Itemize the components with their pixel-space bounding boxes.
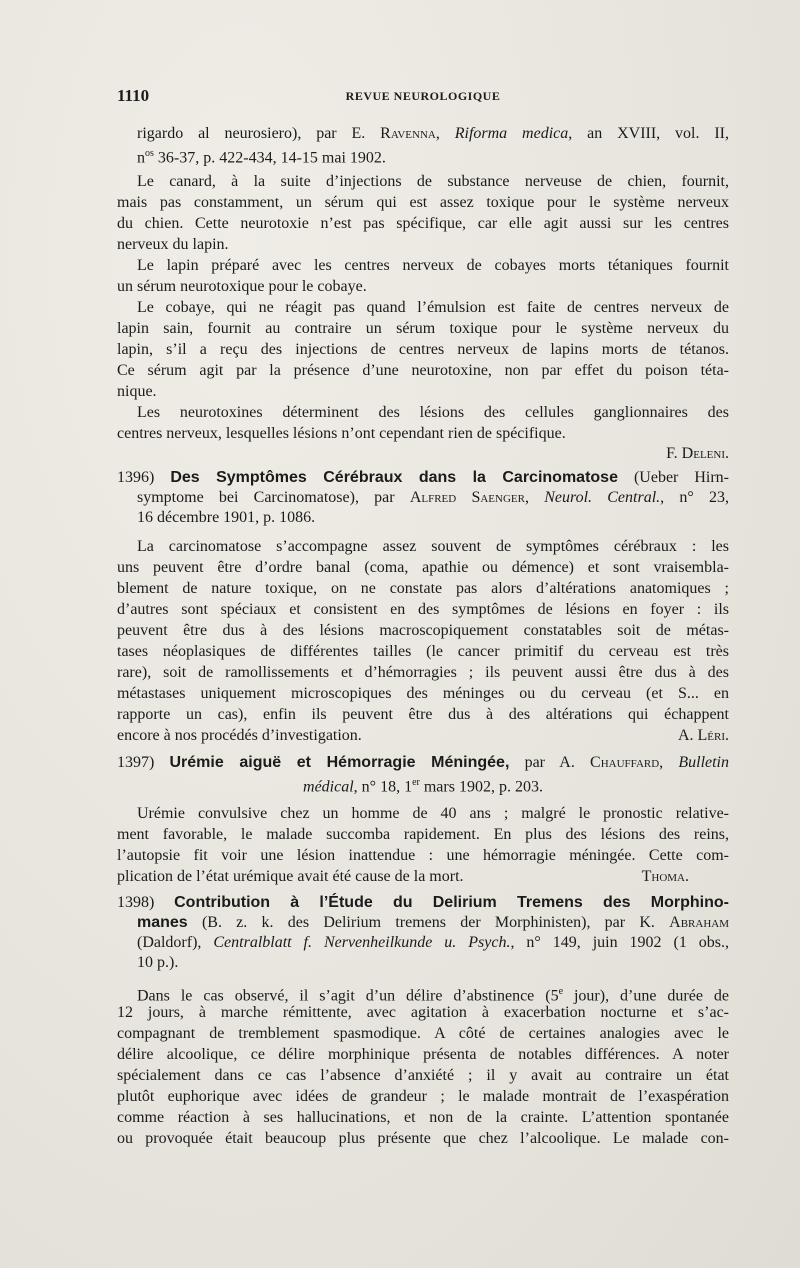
paragraph-line: rapporte un cas), enfin ils peuvent être dus à des altérations qui échappent: [117, 706, 729, 723]
author-name: Alfred Saenger: [409, 489, 525, 506]
abstract-number: 1397): [117, 754, 155, 771]
abstract-1398-citation: manes (B. z. k. des Delirium tremens der Morphinisten), par K. Abraham: [137, 914, 729, 931]
paragraph-line: lapin, s’il a reçu des injections de centres nerveux de lapins morts de tétanos.: [117, 341, 729, 358]
journal-name: Bulletin: [678, 754, 729, 771]
paragraph-line: comme réaction à ses hallucinations, et non de la crainte. L’attention spontanée: [117, 1109, 729, 1126]
paragraph-line: blement de nature toxique, on ne constate pas alors d’altérations anatomiques ;: [117, 580, 729, 597]
paragraph-line: métastases uniquement microscopiques des méninges ou du cerveau (et S... en: [117, 685, 729, 702]
paragraph-line: Le lapin préparé avec les centres nerveux de cobayes morts tétaniques fournit: [137, 257, 729, 274]
paragraph-line: plication de l’état urémique avait été cause de la mort. Thoma.: [117, 868, 689, 885]
paragraph-line: rare), soit de ramollissements et d’hémorragies ; ils peuvent aussi être dus à des: [117, 664, 729, 681]
abstract-1398-citation-line3: (Daldorf), Centralblatt f. Nervenheilkunde u. Psych., n° 149, juin 1902 (1 obs.,: [137, 934, 729, 951]
paragraph-line: encore à nos procédés d’investigation. A. Léri.: [117, 727, 729, 744]
abstract-1398-citation-line4: 10 p.).: [137, 954, 179, 971]
paragraph-line: délire alcoolique, ce délire morphinique présenta de notables différences. A noter: [117, 1046, 729, 1063]
paragraph-line: d’autres sont spéciaux et consistent en des symptômes de lésions en foyer : ils: [117, 601, 729, 618]
paragraph-line: Le cobaye, qui ne réagit pas quand l’émulsion est faite de centres nerveux de: [137, 299, 729, 316]
signature: Thoma.: [641, 868, 689, 885]
page-number: 1110: [117, 86, 150, 105]
paragraph-line: l’autopsie fit voir une lésion inattendue : une hémorragie méningée. Cette com-: [117, 847, 729, 864]
paragraph-line: nique.: [117, 383, 157, 400]
paragraph-line: Les neurotoxines déterminent des lésions des cellules ganglionnaires des: [137, 404, 729, 421]
paragraph-line: Dans le cas observé, il s’agit d’un délire d’abstinence (5e jour), d’une durée de: [137, 986, 729, 1005]
paragraph-line: lapin sain, fournit au contraire un sérum toxique pour le système nerveux du: [117, 320, 729, 337]
abstract-title: Urémie aiguë et Hémorragie Méningée,: [169, 754, 510, 771]
author-name: Abraham: [669, 914, 729, 931]
journal-name: Centralblatt f. Nervenheilkunde u. Psych.: [213, 934, 511, 951]
paragraph-line: Urémie convulsive chez un homme de 40 ans ; malgré le pronostic relative-: [137, 805, 729, 822]
journal-name: Riforma medica: [454, 125, 569, 142]
paragraph-line: mais pas constamment, un sérum qui est assez toxique pour le système nerveux: [117, 194, 729, 211]
abstract-1395-citation-line2: $n^{os}$ 36-37, p. 422-434, 14-15 mai 1902.: [137, 148, 386, 167]
paragraph-line: un sérum neurotoxique pour le cobaye.: [117, 278, 367, 295]
paragraph-line: nerveux du lapin.: [117, 236, 229, 253]
author-name: Chauffard: [590, 754, 660, 771]
journal-name: Neurol. Central.: [544, 489, 661, 506]
paragraph-line: du chien. Cette neurotoxie n’est pas spécifique, car elle agit aussi sur les centres: [117, 215, 729, 232]
paragraph-line: plutôt euphorique avec idées de grandeur ; le malade montrait de l’exaspération: [117, 1088, 729, 1105]
abstract-number: 1398): [117, 894, 155, 911]
paragraph-line: uns peuvent être d’ordre banal (coma, apathie ou démence) et sont vraisembla-: [117, 559, 729, 576]
page-header: [117, 85, 729, 107]
abstract-1396-citation-line3: 16 décembre 1901, p. 1086.: [137, 509, 316, 526]
abstract-1396-heading: 1396) Des Symptômes Cérébraux dans la Carcinomatose (Ueber Hirn-: [117, 469, 730, 486]
paragraph-line: tases néoplasiques de différentes tailles (le cancer primitif du cerveau est très: [117, 643, 729, 660]
paragraph-line: centres nerveux, lesquelles lésions n’ont cependant rien de spécifique.: [117, 425, 566, 442]
abstract-1395-citation-line1: rigardo al neurosiero), par E. Ravenna, Riforma medica, an XVIII, vol. II,: [137, 125, 730, 142]
paragraph-line: Le canard, à la suite d’injections de substance nerveuse de chien, fournit,: [137, 173, 729, 190]
paragraph-line: ment favorable, le malade succomba rapidement. En plus des lésions des reins,: [117, 826, 729, 843]
paragraph-line: spécialement dans ce cas l’absence d’anxiété ; il y avait au contraire un état: [117, 1067, 729, 1084]
abstract-title: Contribution à l’Étude du Delirium Tremens des Morphino-: [174, 894, 729, 911]
paragraph-line: Ce sérum agit par la présence d’une neurotoxine, non par effet du poison téta-: [117, 362, 729, 379]
abstract-1397-heading: 1397) Urémie aiguë et Hémorragie Méningée, par A. Chauffard, Bulletin: [117, 754, 729, 771]
paragraph-line: ou provoquée était beaucoup plus présente que chez l’alcoolique. Le malade con-: [117, 1130, 729, 1147]
signature: A. Léri.: [677, 727, 729, 744]
paragraph-line: La carcinomatose s’accompagne assez souvent de symptômes cérébraux : les: [137, 538, 729, 555]
running-title: REVUE NEUROLOGIQUE: [345, 89, 501, 103]
abstract-1396-citation: symptome bei Carcinomatose), par Alfred Saenger, Neurol. Central., n° 23,: [137, 489, 729, 506]
abstract-1398-heading: [117, 893, 729, 913]
abstract-number: 1396): [117, 469, 155, 486]
signature: F. Deleni.: [666, 445, 729, 462]
paragraph-line: peuvent être dus à des lésions macroscopiquement constatables soit de métas-: [117, 622, 729, 639]
abstract-1397-citation: médical, n° 18, 1er mars 1902, p. 203.: [303, 777, 543, 796]
paragraph-line: compagnant de tremblement spasmodique. A côté de certaines analogies avec le: [117, 1025, 729, 1042]
author-name: Ravenna: [380, 125, 436, 142]
paragraph-line: 12 jours, à marche rémittente, avec agitation à exacerbation nocturne et s’ac-: [117, 1004, 729, 1021]
abstract-title: Des Symptômes Cérébraux dans la Carcinomatose: [170, 469, 618, 486]
